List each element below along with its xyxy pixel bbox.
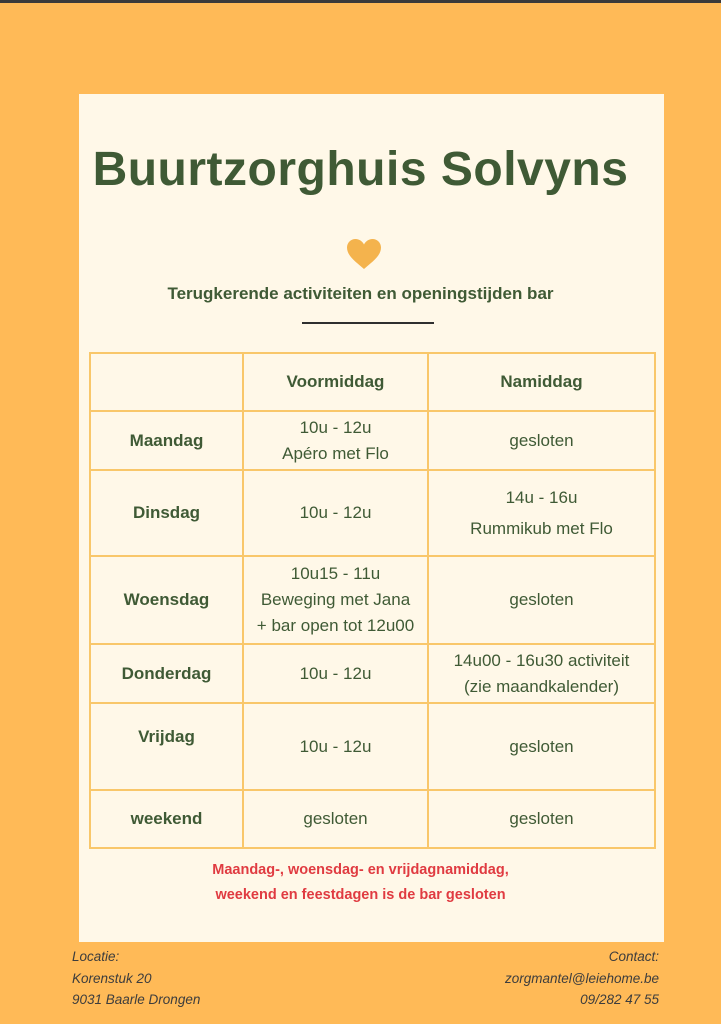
table-row [90,556,655,644]
heart-icon [346,238,382,270]
afternoon-cell [428,411,655,470]
morning-cell [243,790,428,848]
cell-line: Apéro met Flo [282,443,389,463]
cell-line: + bar open tot 12u00 [256,616,415,635]
day-cell: Vrijdag [90,703,243,790]
contact-email: zorgmantel@leiehome.be [504,970,659,986]
cell-line: gesloten [509,809,574,828]
header-voormiddag: Voormiddag [243,353,428,411]
morning-cell [243,644,428,703]
table-row [90,790,655,848]
cell-line: 10u - 12u [299,736,372,756]
closing-note [0,858,721,908]
day-cell: Donderdag [90,644,243,703]
morning-cell [243,703,428,790]
divider [302,322,434,324]
cell-line: (zie maandkalender) [464,676,619,696]
location-block [72,946,200,1011]
contact-block [505,946,659,1011]
subtitle: Terugkerende activiteiten en openingstijden bar [167,284,554,303]
address-line: 9031 Baarle Drongen [72,992,201,1007]
morning-cell [243,470,428,556]
schedule-table [89,352,656,849]
cell-line: gesloten [303,809,368,828]
cell-line: 14u00 - 16u30 activiteit [453,650,630,670]
table-row [90,470,655,556]
cell-line: gesloten [509,590,574,609]
header-namiddag: Namiddag [428,353,655,411]
cell-line: 10u - 12u [299,663,372,683]
cell-line: gesloten [509,736,574,756]
morning-cell [243,411,428,470]
closing-note-line: Maandag-, woensdag- en vrijdagnamiddag, [212,862,509,878]
table-header-row [90,353,655,411]
cell-line: Rummikub met Flo [470,518,613,538]
cell-line: 14u - 16u [505,487,578,507]
day-cell: weekend [90,790,243,848]
afternoon-cell [428,644,655,703]
morning-cell [243,556,428,644]
cell-line: Beweging met Jana [260,590,411,609]
afternoon-cell [428,790,655,848]
cell-line: 10u15 - 11u [290,564,381,583]
address-line: Korenstuk 20 [72,970,152,986]
table-row [90,703,655,790]
contact-phone: 09/282 47 55 [580,992,659,1007]
closing-note-line: weekend en feestdagen is de bar gesloten [215,887,506,903]
table-row [90,411,655,470]
contact-label: Contact: [608,949,659,964]
day-cell: Woensdag [90,556,243,644]
header-cell-empty [90,353,243,411]
table-row [90,644,655,703]
page-title: Buurtzorghuis Solvyns [92,143,629,196]
cell-line: 10u - 12u [299,417,372,437]
location-label: Locatie: [72,949,120,964]
afternoon-cell [428,556,655,644]
cell-line: gesloten [509,430,574,450]
afternoon-cell [428,470,655,556]
afternoon-cell [428,703,655,790]
day-cell: Dinsdag [90,470,243,556]
day-cell: Maandag [90,411,243,470]
cell-line: 10u - 12u [299,503,372,522]
top-border [0,0,721,3]
